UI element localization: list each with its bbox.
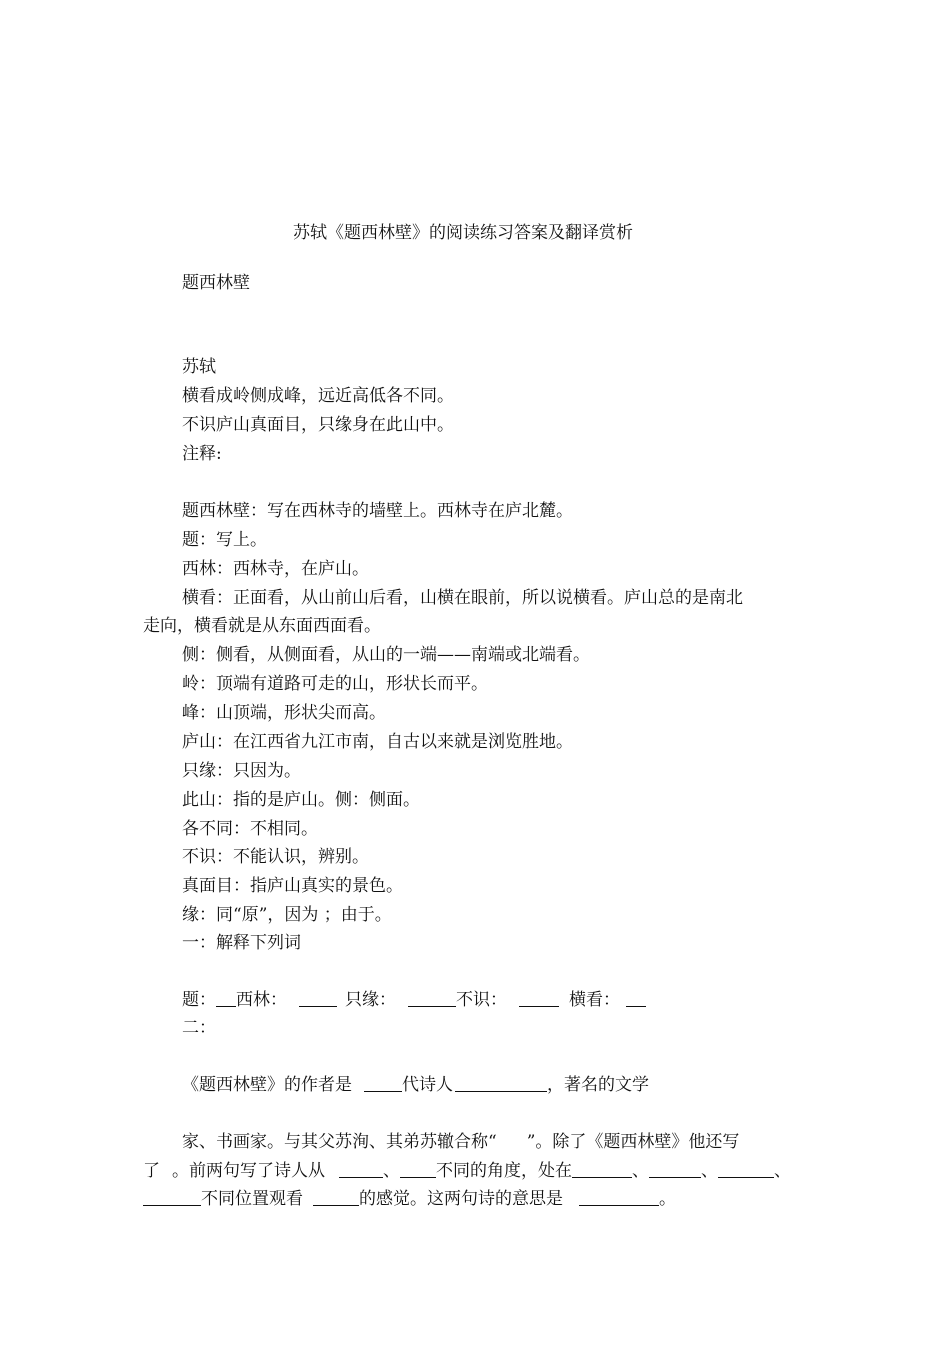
answer-blank[interactable] (519, 992, 559, 1007)
question-2-heading: 二： (182, 1018, 216, 1038)
question-2-para-line (143, 1184, 676, 1209)
q2-text: 不同位置观看 (201, 1189, 303, 1209)
q1-term: 题： (182, 990, 216, 1010)
poem-line-2: 不识庐山真面目，只缘身在此山中。 (182, 415, 454, 435)
note-line: 真面目：指庐山真实的景色。 (182, 876, 403, 896)
q2-text: 。前两句写了诗人从 (172, 1161, 325, 1181)
answer-blank[interactable] (455, 1077, 547, 1092)
q2-text: 、 (383, 1161, 400, 1181)
answer-blank[interactable] (313, 1191, 359, 1206)
answer-blank[interactable] (626, 992, 646, 1007)
note-line: 走向，横看就是从东面西面看。 (143, 616, 381, 636)
poem-name: 题西林壁 (182, 273, 250, 293)
q2-text: 的感觉。这两句诗的意思是 (359, 1189, 563, 1209)
note-line: 各不同：不相同。 (182, 819, 318, 839)
answer-blank[interactable] (364, 1077, 402, 1092)
note-line: 题：写上。 (182, 530, 267, 550)
q2-text: 《题西林壁》的作者是 (182, 1075, 352, 1095)
poem-line-1: 横看成岭侧成峰，远近高低各不同。 (182, 386, 454, 406)
poem-author: 苏轼 (182, 357, 216, 377)
note-line: 只缘：只因为。 (182, 761, 301, 781)
q2-text: 、 (701, 1161, 718, 1181)
question-1-heading: 一：解释下列词 (182, 933, 301, 953)
q2-text: 、 (632, 1161, 649, 1181)
note-line: 横看：正面看，从山前山后看，山横在眼前，所以说横看。庐山总的是南北 (182, 588, 743, 608)
q2-text: 。 (659, 1189, 676, 1209)
answer-blank[interactable] (299, 992, 337, 1007)
q1-term: 只缘： (345, 990, 396, 1010)
q2-text: 家、书画家。与其父苏洵、其弟苏辙合称“ (182, 1132, 497, 1152)
answer-blank[interactable] (718, 1163, 774, 1178)
note-line: 侧：侧看，从侧面看，从山的一端——南端或北端看。 (182, 645, 590, 665)
answer-blank[interactable] (572, 1163, 632, 1178)
note-line: 峰：山顶端，形状尖而高。 (182, 703, 386, 723)
answer-blank[interactable] (579, 1191, 659, 1206)
q2-text: 了 (143, 1161, 160, 1181)
answer-blank[interactable] (649, 1163, 701, 1178)
q2-text: ”。除了《题西林壁》他还写 (526, 1132, 740, 1152)
q2-text: 不同的角度，处在 (436, 1161, 572, 1181)
q2-text: 、 (774, 1161, 791, 1181)
answer-blank[interactable] (400, 1163, 436, 1178)
q1-term: 西林： (236, 990, 287, 1010)
question-2-para-line (182, 1070, 649, 1095)
document-title: 苏轼《题西林壁》的阅读练习答案及翻译赏析 (293, 223, 633, 243)
answer-blank[interactable] (143, 1191, 201, 1206)
note-line: 岭：顶端有道路可走的山，形状长而平。 (182, 674, 488, 694)
q1-term: 横看： (569, 990, 620, 1010)
answer-blank[interactable] (339, 1163, 383, 1178)
question-2-para-line (143, 1156, 791, 1181)
q2-text: 代诗人 (402, 1075, 453, 1095)
question-1-blanks (182, 985, 646, 1010)
answer-blank[interactable] (408, 992, 456, 1007)
note-line: 庐山：在江西省九江市南，自古以来就是浏览胜地。 (182, 732, 573, 752)
note-line: 不识：不能认识，辨别。 (182, 847, 369, 867)
question-2-para-line (182, 1127, 739, 1152)
note-line: 缘：同“原”，因为 ；由于。 (182, 905, 392, 925)
note-line: 题西林壁：写在西林寺的墙壁上。西林寺在庐北麓。 (182, 501, 573, 521)
q2-text: ，著名的文学 (547, 1075, 649, 1095)
answer-blank[interactable] (216, 992, 236, 1007)
notes-heading: 注释: (182, 444, 222, 464)
q1-term: 不识： (456, 990, 507, 1010)
note-line: 此山：指的是庐山。侧：侧面。 (182, 790, 420, 810)
note-line: 西林：西林寺，在庐山。 (182, 559, 369, 579)
